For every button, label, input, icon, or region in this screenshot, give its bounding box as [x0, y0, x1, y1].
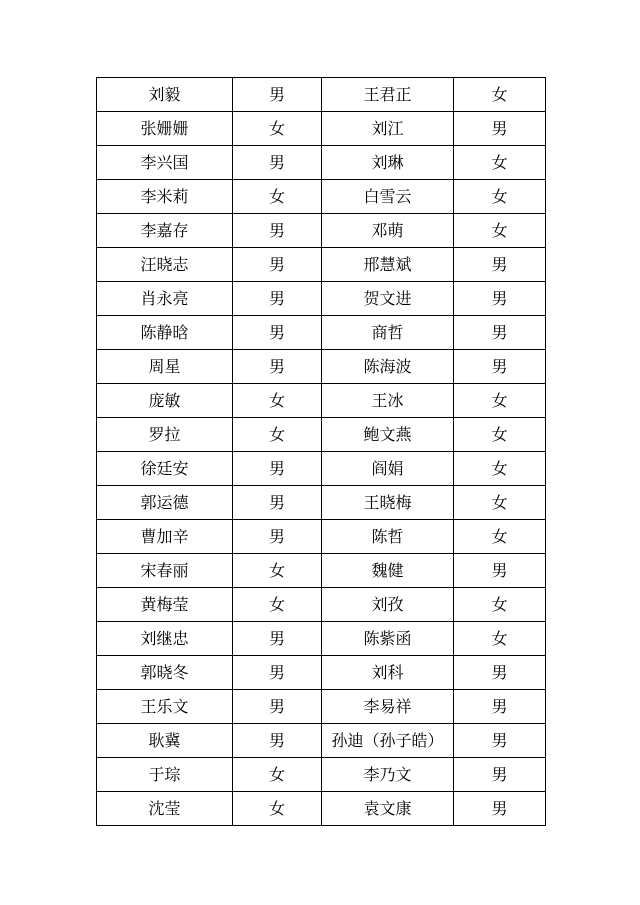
name-cell: 沈莹 [97, 792, 233, 826]
name-cell: 王晓梅 [322, 486, 454, 520]
name-cell: 李嘉存 [97, 214, 233, 248]
name-cell: 庞敏 [97, 384, 233, 418]
gender-cell: 女 [233, 384, 322, 418]
gender-cell: 男 [233, 146, 322, 180]
gender-cell: 男 [233, 214, 322, 248]
name-cell: 陈紫函 [322, 622, 454, 656]
name-cell: 汪晓志 [97, 248, 233, 282]
gender-cell: 女 [454, 180, 546, 214]
name-cell: 王君正 [322, 78, 454, 112]
name-cell: 刘毅 [97, 78, 233, 112]
table-row [97, 758, 546, 792]
gender-cell: 女 [454, 78, 546, 112]
gender-cell: 男 [454, 350, 546, 384]
gender-cell: 男 [233, 724, 322, 758]
gender-cell: 男 [233, 316, 322, 350]
name-cell: 李乃文 [322, 758, 454, 792]
gender-cell: 女 [454, 146, 546, 180]
table-row [97, 146, 546, 180]
gender-cell: 女 [233, 792, 322, 826]
table-row [97, 180, 546, 214]
name-cell: 鲍文燕 [322, 418, 454, 452]
name-cell: 于琮 [97, 758, 233, 792]
table-row [97, 656, 546, 690]
name-cell: 刘继忠 [97, 622, 233, 656]
table-row [97, 384, 546, 418]
name-cell: 魏健 [322, 554, 454, 588]
name-cell: 罗拉 [97, 418, 233, 452]
name-cell: 商哲 [322, 316, 454, 350]
name-cell: 白雪云 [322, 180, 454, 214]
table-row [97, 112, 546, 146]
gender-cell: 女 [454, 588, 546, 622]
table-row [97, 724, 546, 758]
gender-cell: 男 [454, 656, 546, 690]
name-cell: 张姗姗 [97, 112, 233, 146]
gender-cell: 男 [233, 248, 322, 282]
name-cell: 徐廷安 [97, 452, 233, 486]
gender-cell: 女 [454, 384, 546, 418]
name-cell: 耿冀 [97, 724, 233, 758]
gender-cell: 女 [233, 418, 322, 452]
table-row [97, 418, 546, 452]
name-cell: 袁文康 [322, 792, 454, 826]
table-row [97, 248, 546, 282]
gender-cell: 男 [233, 520, 322, 554]
gender-cell: 女 [233, 758, 322, 792]
name-cell: 黄梅莹 [97, 588, 233, 622]
name-cell: 刘江 [322, 112, 454, 146]
roster-table-body [97, 78, 546, 826]
gender-cell: 女 [233, 112, 322, 146]
name-cell: 李易祥 [322, 690, 454, 724]
gender-cell: 男 [233, 486, 322, 520]
gender-cell: 男 [454, 112, 546, 146]
gender-cell: 女 [454, 520, 546, 554]
name-cell: 邓萌 [322, 214, 454, 248]
gender-cell: 男 [454, 690, 546, 724]
name-cell: 李米莉 [97, 180, 233, 214]
gender-cell: 男 [233, 282, 322, 316]
gender-cell: 女 [233, 554, 322, 588]
name-cell: 宋春丽 [97, 554, 233, 588]
gender-cell: 男 [233, 656, 322, 690]
gender-cell: 男 [233, 78, 322, 112]
name-cell: 邢慧斌 [322, 248, 454, 282]
gender-cell: 女 [454, 452, 546, 486]
table-row [97, 690, 546, 724]
table-row [97, 452, 546, 486]
name-cell: 刘科 [322, 656, 454, 690]
table-row [97, 316, 546, 350]
table-row [97, 622, 546, 656]
name-cell: 曹加辛 [97, 520, 233, 554]
gender-cell: 女 [454, 622, 546, 656]
name-cell: 周星 [97, 350, 233, 384]
gender-cell: 男 [454, 248, 546, 282]
name-cell: 肖永亮 [97, 282, 233, 316]
gender-cell: 男 [454, 758, 546, 792]
gender-cell: 女 [454, 214, 546, 248]
gender-cell: 女 [233, 588, 322, 622]
gender-cell: 女 [233, 180, 322, 214]
table-row [97, 78, 546, 112]
gender-cell: 男 [233, 690, 322, 724]
table-row [97, 282, 546, 316]
gender-cell: 女 [454, 486, 546, 520]
table-row [97, 792, 546, 826]
gender-cell: 男 [233, 622, 322, 656]
name-cell: 刘孜 [322, 588, 454, 622]
gender-cell: 男 [233, 350, 322, 384]
name-cell: 阎娟 [322, 452, 454, 486]
name-cell: 陈哲 [322, 520, 454, 554]
table-row [97, 486, 546, 520]
gender-cell: 男 [454, 792, 546, 826]
table-row [97, 554, 546, 588]
table-row [97, 214, 546, 248]
name-cell: 陈海波 [322, 350, 454, 384]
gender-cell: 男 [233, 452, 322, 486]
name-cell: 郭晓冬 [97, 656, 233, 690]
gender-cell: 男 [454, 316, 546, 350]
table-row [97, 350, 546, 384]
gender-cell: 男 [454, 724, 546, 758]
table-row [97, 588, 546, 622]
name-cell: 孙迪（孙子皓） [322, 724, 454, 758]
table-row [97, 520, 546, 554]
name-cell: 李兴国 [97, 146, 233, 180]
name-cell: 刘琳 [322, 146, 454, 180]
name-cell: 王冰 [322, 384, 454, 418]
gender-cell: 女 [454, 418, 546, 452]
name-cell: 贺文进 [322, 282, 454, 316]
gender-cell: 男 [454, 282, 546, 316]
name-cell: 陈静晗 [97, 316, 233, 350]
name-cell: 郭运德 [97, 486, 233, 520]
name-cell: 王乐文 [97, 690, 233, 724]
roster-table [96, 77, 546, 826]
gender-cell: 男 [454, 554, 546, 588]
